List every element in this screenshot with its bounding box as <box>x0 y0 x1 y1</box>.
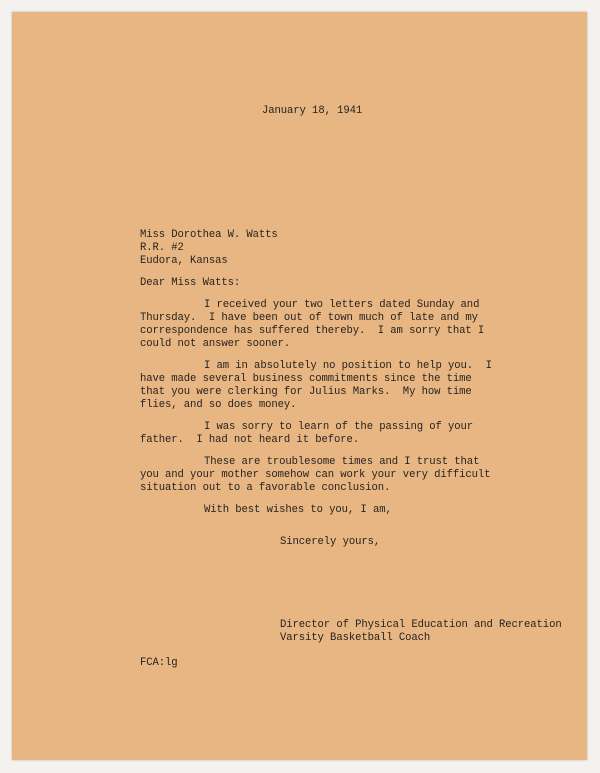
recipient-route: R.R. #2 <box>140 242 184 254</box>
body-line: you and your mother somehow can work your very difficult <box>140 469 491 481</box>
recipient-city: Eudora, Kansas <box>140 255 228 267</box>
reference-initials: FCA:lg <box>140 657 178 669</box>
body-line: I received your two letters dated Sunday and <box>204 299 480 311</box>
body-line: that you were clerking for Julius Marks. My how time <box>140 386 472 398</box>
signature-title-line: Director of Physical Education and Recreation <box>280 619 562 631</box>
letter-page <box>12 12 587 760</box>
body-line: I was sorry to learn of the passing of your <box>204 421 474 433</box>
body-line: have made several business commitments since the time <box>140 373 472 385</box>
body-line: situation out to a favorable conclusion. <box>140 482 391 494</box>
letter-date: January 18, 1941 <box>262 105 363 117</box>
body-line: father. I had not heard it before. <box>140 434 360 446</box>
recipient-name: Miss Dorothea W. Watts <box>140 229 278 241</box>
closing: Sincerely yours, <box>280 536 381 548</box>
body-line: I am in absolutely no position to help you. I <box>204 360 492 372</box>
body-line: correspondence has suffered thereby. I am sorry that I <box>140 325 485 337</box>
body-line: flies, and so does money. <box>140 399 297 411</box>
body-line: Thursday. I have been out of town much of late and my <box>140 312 478 324</box>
salutation: Dear Miss Watts: <box>140 277 241 289</box>
signature-title-line: Varsity Basketball Coach <box>280 632 431 644</box>
body-line: These are troublesome times and I trust that <box>204 456 480 468</box>
body-line: could not answer sooner. <box>140 338 291 350</box>
body-line: With best wishes to you, I am, <box>204 504 392 516</box>
